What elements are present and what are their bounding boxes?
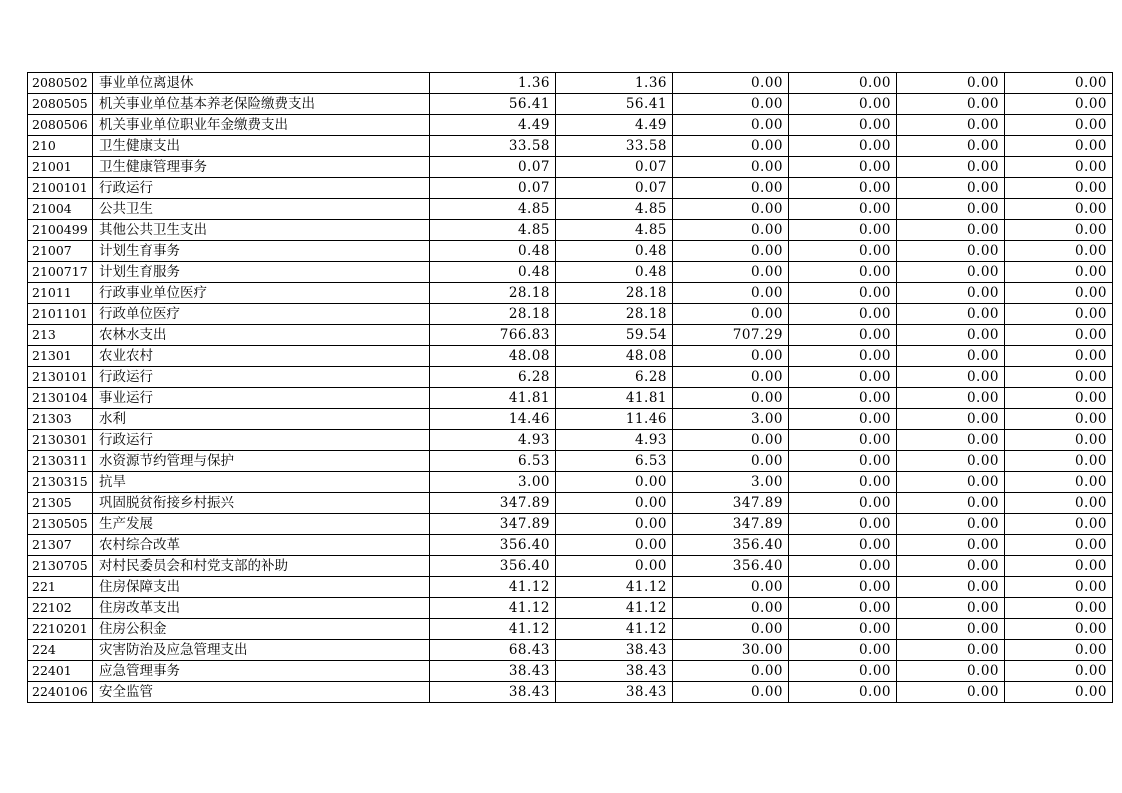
subject-code-cell: 2130311 — [28, 451, 93, 472]
subject-name-cell: 行政事业单位医疗 — [93, 283, 430, 304]
subject-code-cell: 2100499 — [28, 220, 93, 241]
table-row — [28, 409, 1113, 430]
amount-cell: 0.00 — [789, 241, 897, 262]
amount-cell: 356.40 — [673, 556, 789, 577]
amount-cell: 0.00 — [897, 388, 1005, 409]
amount-cell: 0.00 — [673, 346, 789, 367]
table-row — [28, 661, 1113, 682]
subject-code-cell: 2130101 — [28, 367, 93, 388]
amount-cell: 0.00 — [789, 472, 897, 493]
amount-cell: 0.00 — [789, 283, 897, 304]
amount-cell: 41.12 — [556, 619, 673, 640]
subject-name-cell: 水利 — [93, 409, 430, 430]
subject-code-cell: 224 — [28, 640, 93, 661]
amount-cell: 356.40 — [430, 535, 556, 556]
subject-code-cell: 2240106 — [28, 682, 93, 703]
amount-cell: 0.00 — [897, 619, 1005, 640]
amount-cell: 0.00 — [897, 199, 1005, 220]
amount-cell: 4.85 — [556, 199, 673, 220]
subject-code-cell: 2080506 — [28, 115, 93, 136]
amount-cell: 0.00 — [789, 157, 897, 178]
amount-cell: 0.00 — [1005, 430, 1113, 451]
subject-code-cell: 2100101 — [28, 178, 93, 199]
budget-table — [27, 72, 1113, 703]
subject-name-cell: 计划生育服务 — [93, 262, 430, 283]
amount-cell: 4.49 — [430, 115, 556, 136]
amount-cell: 0.00 — [556, 514, 673, 535]
amount-cell: 0.00 — [1005, 598, 1113, 619]
subject-name-cell: 住房改革支出 — [93, 598, 430, 619]
amount-cell: 41.81 — [430, 388, 556, 409]
amount-cell: 6.28 — [430, 367, 556, 388]
amount-cell: 0.00 — [789, 556, 897, 577]
amount-cell: 38.43 — [556, 661, 673, 682]
amount-cell: 48.08 — [430, 346, 556, 367]
amount-cell: 3.00 — [673, 472, 789, 493]
amount-cell: 0.00 — [897, 73, 1005, 94]
amount-cell: 0.00 — [897, 304, 1005, 325]
amount-cell: 0.00 — [673, 577, 789, 598]
subject-name-cell: 灾害防治及应急管理支出 — [93, 640, 430, 661]
subject-name-cell: 行政运行 — [93, 178, 430, 199]
amount-cell: 0.48 — [430, 262, 556, 283]
amount-cell: 0.07 — [430, 157, 556, 178]
amount-cell: 0.00 — [789, 94, 897, 115]
amount-cell: 0.00 — [789, 304, 897, 325]
amount-cell: 0.00 — [789, 577, 897, 598]
amount-cell: 0.00 — [673, 115, 789, 136]
amount-cell: 6.53 — [430, 451, 556, 472]
amount-cell: 41.12 — [556, 598, 673, 619]
subject-code-cell: 22401 — [28, 661, 93, 682]
table-row — [28, 115, 1113, 136]
subject-name-cell: 机关事业单位基本养老保险缴费支出 — [93, 94, 430, 115]
subject-code-cell: 2130301 — [28, 430, 93, 451]
amount-cell: 41.12 — [556, 577, 673, 598]
amount-cell: 0.00 — [897, 640, 1005, 661]
amount-cell: 1.36 — [556, 73, 673, 94]
amount-cell: 347.89 — [673, 493, 789, 514]
amount-cell: 0.48 — [556, 241, 673, 262]
amount-cell: 0.00 — [673, 283, 789, 304]
amount-cell: 0.00 — [789, 598, 897, 619]
amount-cell: 0.00 — [673, 430, 789, 451]
amount-cell: 0.00 — [897, 178, 1005, 199]
table-row — [28, 325, 1113, 346]
amount-cell: 0.00 — [673, 619, 789, 640]
amount-cell: 38.43 — [556, 640, 673, 661]
subject-code-cell: 21307 — [28, 535, 93, 556]
subject-code-cell: 2130315 — [28, 472, 93, 493]
subject-name-cell: 行政单位医疗 — [93, 304, 430, 325]
table-row — [28, 94, 1113, 115]
amount-cell: 0.00 — [897, 472, 1005, 493]
amount-cell: 0.00 — [789, 115, 897, 136]
amount-cell: 4.49 — [556, 115, 673, 136]
amount-cell: 68.43 — [430, 640, 556, 661]
amount-cell: 0.00 — [897, 94, 1005, 115]
amount-cell: 0.00 — [789, 640, 897, 661]
amount-cell: 0.00 — [1005, 514, 1113, 535]
amount-cell: 0.00 — [897, 409, 1005, 430]
table-row — [28, 136, 1113, 157]
amount-cell: 0.00 — [897, 514, 1005, 535]
table-row — [28, 472, 1113, 493]
amount-cell: 41.81 — [556, 388, 673, 409]
amount-cell: 0.00 — [789, 346, 897, 367]
amount-cell: 0.00 — [1005, 115, 1113, 136]
subject-code-cell: 21303 — [28, 409, 93, 430]
amount-cell: 14.46 — [430, 409, 556, 430]
amount-cell: 0.00 — [1005, 199, 1113, 220]
amount-cell: 0.00 — [1005, 346, 1113, 367]
amount-cell: 0.00 — [789, 409, 897, 430]
amount-cell: 707.29 — [673, 325, 789, 346]
table-row — [28, 241, 1113, 262]
subject-code-cell: 2210201 — [28, 619, 93, 640]
subject-name-cell: 对村民委员会和村党支部的补助 — [93, 556, 430, 577]
subject-name-cell: 应急管理事务 — [93, 661, 430, 682]
amount-cell: 0.00 — [789, 220, 897, 241]
amount-cell: 0.00 — [673, 598, 789, 619]
amount-cell: 0.00 — [1005, 136, 1113, 157]
amount-cell: 0.07 — [430, 178, 556, 199]
table-row — [28, 682, 1113, 703]
subject-code-cell: 2130505 — [28, 514, 93, 535]
amount-cell: 48.08 — [556, 346, 673, 367]
amount-cell: 0.00 — [1005, 325, 1113, 346]
amount-cell: 28.18 — [430, 304, 556, 325]
amount-cell: 6.53 — [556, 451, 673, 472]
amount-cell: 11.46 — [556, 409, 673, 430]
subject-code-cell: 2100717 — [28, 262, 93, 283]
amount-cell: 30.00 — [673, 640, 789, 661]
amount-cell: 33.58 — [556, 136, 673, 157]
table-row — [28, 451, 1113, 472]
amount-cell: 0.00 — [1005, 493, 1113, 514]
amount-cell: 0.00 — [1005, 241, 1113, 262]
amount-cell: 0.00 — [1005, 283, 1113, 304]
table-row — [28, 178, 1113, 199]
amount-cell: 0.00 — [673, 367, 789, 388]
subject-name-cell: 农业农村 — [93, 346, 430, 367]
subject-name-cell: 农村综合改革 — [93, 535, 430, 556]
amount-cell: 0.00 — [789, 451, 897, 472]
amount-cell: 0.00 — [897, 661, 1005, 682]
amount-cell: 0.00 — [1005, 535, 1113, 556]
amount-cell: 33.58 — [430, 136, 556, 157]
amount-cell: 0.00 — [556, 472, 673, 493]
amount-cell: 0.00 — [897, 451, 1005, 472]
table-row — [28, 220, 1113, 241]
subject-name-cell: 事业单位离退休 — [93, 73, 430, 94]
amount-cell: 0.00 — [673, 388, 789, 409]
amount-cell: 59.54 — [556, 325, 673, 346]
subject-code-cell: 2080502 — [28, 73, 93, 94]
amount-cell: 0.00 — [897, 283, 1005, 304]
amount-cell: 0.00 — [789, 619, 897, 640]
amount-cell: 0.00 — [673, 220, 789, 241]
amount-cell: 0.00 — [1005, 409, 1113, 430]
amount-cell: 4.85 — [556, 220, 673, 241]
amount-cell: 28.18 — [556, 304, 673, 325]
amount-cell: 0.00 — [897, 136, 1005, 157]
amount-cell: 0.00 — [789, 262, 897, 283]
table-row — [28, 388, 1113, 409]
amount-cell: 0.00 — [789, 493, 897, 514]
amount-cell: 0.00 — [1005, 178, 1113, 199]
amount-cell: 0.00 — [897, 367, 1005, 388]
amount-cell: 0.00 — [897, 535, 1005, 556]
table-row — [28, 619, 1113, 640]
subject-code-cell: 22102 — [28, 598, 93, 619]
amount-cell: 0.00 — [897, 241, 1005, 262]
amount-cell: 0.00 — [897, 598, 1005, 619]
table-row — [28, 577, 1113, 598]
amount-cell: 0.00 — [789, 178, 897, 199]
amount-cell: 38.43 — [556, 682, 673, 703]
amount-cell: 4.93 — [430, 430, 556, 451]
subject-code-cell: 213 — [28, 325, 93, 346]
amount-cell: 0.00 — [673, 94, 789, 115]
amount-cell: 0.00 — [1005, 304, 1113, 325]
table-row — [28, 157, 1113, 178]
subject-name-cell: 事业运行 — [93, 388, 430, 409]
table-row — [28, 535, 1113, 556]
amount-cell: 766.83 — [430, 325, 556, 346]
subject-name-cell: 住房公积金 — [93, 619, 430, 640]
amount-cell: 0.00 — [1005, 220, 1113, 241]
amount-cell: 356.40 — [673, 535, 789, 556]
amount-cell: 38.43 — [430, 682, 556, 703]
subject-code-cell: 2101101 — [28, 304, 93, 325]
amount-cell: 0.00 — [1005, 472, 1113, 493]
amount-cell: 0.00 — [897, 682, 1005, 703]
amount-cell: 0.00 — [673, 136, 789, 157]
amount-cell: 0.07 — [556, 157, 673, 178]
amount-cell: 0.00 — [897, 220, 1005, 241]
subject-code-cell: 2130705 — [28, 556, 93, 577]
subject-name-cell: 行政运行 — [93, 367, 430, 388]
amount-cell: 0.00 — [789, 661, 897, 682]
subject-name-cell: 巩固脱贫衔接乡村振兴 — [93, 493, 430, 514]
amount-cell: 0.00 — [1005, 367, 1113, 388]
amount-cell: 0.00 — [673, 661, 789, 682]
subject-code-cell: 2080505 — [28, 94, 93, 115]
amount-cell: 38.43 — [430, 661, 556, 682]
amount-cell: 0.00 — [897, 157, 1005, 178]
amount-cell: 0.00 — [1005, 73, 1113, 94]
table-row — [28, 346, 1113, 367]
amount-cell: 4.85 — [430, 220, 556, 241]
amount-cell: 0.00 — [897, 346, 1005, 367]
amount-cell: 3.00 — [673, 409, 789, 430]
amount-cell: 0.00 — [789, 514, 897, 535]
amount-cell: 0.00 — [556, 556, 673, 577]
table-row — [28, 640, 1113, 661]
table-row — [28, 304, 1113, 325]
table-row — [28, 73, 1113, 94]
amount-cell: 0.00 — [673, 451, 789, 472]
subject-code-cell: 21004 — [28, 199, 93, 220]
amount-cell: 0.00 — [789, 367, 897, 388]
subject-name-cell: 公共卫生 — [93, 199, 430, 220]
amount-cell: 0.00 — [897, 556, 1005, 577]
amount-cell: 0.00 — [789, 535, 897, 556]
amount-cell: 6.28 — [556, 367, 673, 388]
subject-name-cell: 卫生健康支出 — [93, 136, 430, 157]
amount-cell: 0.00 — [556, 493, 673, 514]
subject-name-cell: 计划生育事务 — [93, 241, 430, 262]
subject-name-cell: 抗旱 — [93, 472, 430, 493]
amount-cell: 0.00 — [897, 430, 1005, 451]
amount-cell: 56.41 — [556, 94, 673, 115]
amount-cell: 0.00 — [1005, 556, 1113, 577]
amount-cell: 0.00 — [789, 199, 897, 220]
amount-cell: 0.00 — [1005, 262, 1113, 283]
amount-cell: 41.12 — [430, 577, 556, 598]
table-row — [28, 598, 1113, 619]
subject-name-cell: 行政运行 — [93, 430, 430, 451]
amount-cell: 0.00 — [789, 388, 897, 409]
amount-cell: 0.00 — [789, 136, 897, 157]
amount-cell: 41.12 — [430, 598, 556, 619]
table-body — [28, 73, 1113, 703]
amount-cell: 0.07 — [556, 178, 673, 199]
amount-cell: 0.00 — [789, 325, 897, 346]
amount-cell: 356.40 — [430, 556, 556, 577]
subject-code-cell: 21011 — [28, 283, 93, 304]
amount-cell: 0.00 — [789, 430, 897, 451]
amount-cell: 0.00 — [897, 577, 1005, 598]
subject-name-cell: 其他公共卫生支出 — [93, 220, 430, 241]
amount-cell: 28.18 — [556, 283, 673, 304]
amount-cell: 0.00 — [1005, 388, 1113, 409]
amount-cell: 0.48 — [430, 241, 556, 262]
subject-code-cell: 221 — [28, 577, 93, 598]
subject-name-cell: 机关事业单位职业年金缴费支出 — [93, 115, 430, 136]
subject-name-cell: 水资源节约管理与保护 — [93, 451, 430, 472]
amount-cell: 347.89 — [673, 514, 789, 535]
amount-cell: 0.00 — [673, 73, 789, 94]
amount-cell: 0.00 — [673, 157, 789, 178]
subject-name-cell: 生产发展 — [93, 514, 430, 535]
table-row — [28, 556, 1113, 577]
subject-code-cell: 2130104 — [28, 388, 93, 409]
amount-cell: 0.00 — [1005, 577, 1113, 598]
amount-cell: 0.00 — [897, 493, 1005, 514]
amount-cell: 0.00 — [1005, 619, 1113, 640]
subject-name-cell: 住房保障支出 — [93, 577, 430, 598]
subject-code-cell: 21305 — [28, 493, 93, 514]
table-row — [28, 199, 1113, 220]
amount-cell: 0.00 — [673, 178, 789, 199]
amount-cell: 0.00 — [673, 304, 789, 325]
amount-cell: 0.00 — [673, 262, 789, 283]
table-row — [28, 493, 1113, 514]
subject-name-cell: 卫生健康管理事务 — [93, 157, 430, 178]
amount-cell: 0.00 — [789, 73, 897, 94]
table-row — [28, 430, 1113, 451]
amount-cell: 0.00 — [1005, 682, 1113, 703]
amount-cell: 41.12 — [430, 619, 556, 640]
amount-cell: 0.00 — [673, 682, 789, 703]
table-row — [28, 514, 1113, 535]
subject-code-cell: 21001 — [28, 157, 93, 178]
amount-cell: 347.89 — [430, 514, 556, 535]
table-row — [28, 283, 1113, 304]
table-row — [28, 367, 1113, 388]
amount-cell: 0.00 — [673, 199, 789, 220]
amount-cell: 0.00 — [1005, 451, 1113, 472]
amount-cell: 0.00 — [897, 115, 1005, 136]
amount-cell: 0.48 — [556, 262, 673, 283]
amount-cell: 0.00 — [1005, 94, 1113, 115]
subject-name-cell: 农林水支出 — [93, 325, 430, 346]
amount-cell: 0.00 — [556, 535, 673, 556]
subject-code-cell: 210 — [28, 136, 93, 157]
amount-cell: 0.00 — [897, 325, 1005, 346]
amount-cell: 0.00 — [1005, 640, 1113, 661]
amount-cell: 0.00 — [789, 682, 897, 703]
amount-cell: 3.00 — [430, 472, 556, 493]
subject-code-cell: 21301 — [28, 346, 93, 367]
subject-code-cell: 21007 — [28, 241, 93, 262]
amount-cell: 0.00 — [1005, 661, 1113, 682]
amount-cell: 347.89 — [430, 493, 556, 514]
subject-name-cell: 安全监管 — [93, 682, 430, 703]
amount-cell: 0.00 — [1005, 157, 1113, 178]
amount-cell: 0.00 — [673, 241, 789, 262]
table-row — [28, 262, 1113, 283]
amount-cell: 56.41 — [430, 94, 556, 115]
amount-cell: 1.36 — [430, 73, 556, 94]
amount-cell: 4.85 — [430, 199, 556, 220]
amount-cell: 28.18 — [430, 283, 556, 304]
amount-cell: 0.00 — [897, 262, 1005, 283]
amount-cell: 4.93 — [556, 430, 673, 451]
